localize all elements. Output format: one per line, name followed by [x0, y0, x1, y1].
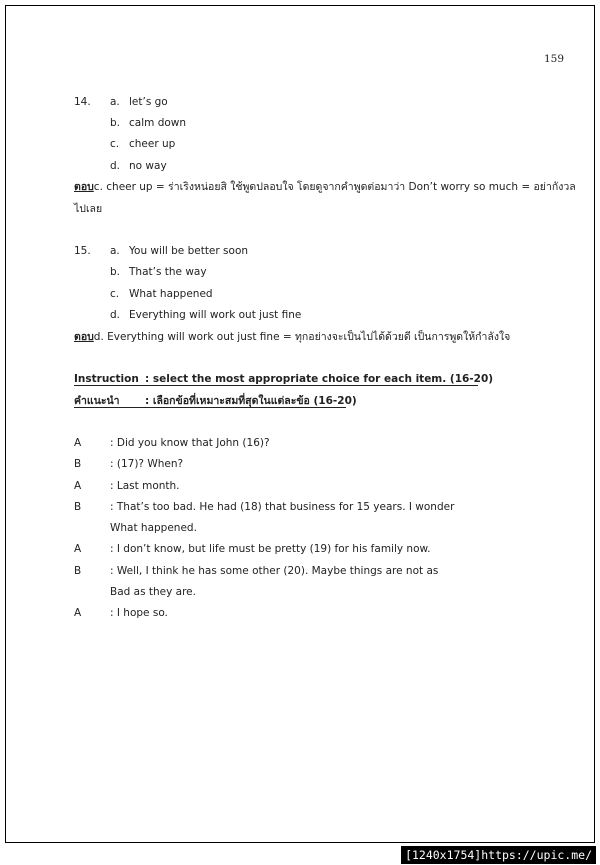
instruction-en-text: : select the most appropriate choice for each item. (16-20) — [145, 373, 494, 385]
dialogue-line: : That’s too bad. He had (18) that business for 15 years. I wonder — [110, 501, 455, 513]
page-number: 159 — [544, 53, 565, 65]
dialogue-line-cont: What happened. — [110, 522, 197, 534]
q15-option-b-letter: b. — [110, 266, 121, 278]
q14-answer-text-cont: ไปเลย — [74, 203, 103, 215]
q15-option-b: That’s the way — [129, 266, 207, 278]
q14-option-c-letter: c. — [110, 138, 120, 150]
dialogue-speaker: A — [74, 437, 82, 449]
instruction-th-text: : เลือกข้อที่เหมาะสมที่สุดในแต่ละข้อ (16-20) — [145, 395, 357, 407]
dialogue-speaker: A — [74, 543, 82, 555]
q14-answer-letter: c. — [93, 181, 103, 193]
q15-answer-label: ตอบ — [74, 331, 94, 343]
q14-option-d-letter: d. — [110, 160, 121, 172]
footer-watermark: [1240x1754]https://upic.me/ — [401, 846, 596, 864]
q14-answer-label: ตอบ — [74, 181, 94, 193]
question-14-number: 14. — [74, 96, 91, 108]
dialogue-speaker: B — [74, 501, 82, 513]
q15-option-c: What happened — [129, 288, 213, 300]
instruction-en-underline — [74, 385, 478, 386]
dialogue-speaker: B — [74, 565, 82, 577]
question-15-number: 15. — [74, 245, 91, 257]
q15-option-d: Everything will work out just fine — [129, 309, 302, 321]
dialogue-line: : I don’t know, but life must be pretty (19) for his family now. — [110, 543, 431, 555]
document-page — [5, 5, 595, 843]
q14-option-b: calm down — [129, 117, 187, 129]
q15-answer — [74, 330, 510, 344]
instruction-en-label: Instruction — [74, 373, 139, 385]
dialogue-line: : (17)? When? — [110, 458, 184, 470]
q15-option-d-letter: d. — [110, 309, 121, 321]
dialogue-line-cont: Bad as they are. — [110, 586, 196, 598]
dialogue-line: : Last month. — [110, 480, 180, 492]
dialogue-line: : Did you know that John (16)? — [110, 437, 270, 449]
dialogue-speaker: A — [74, 480, 82, 492]
q14-option-a-letter: a. — [110, 96, 120, 108]
instruction-th-label: คำแนะนำ — [74, 395, 120, 407]
q14-option-d: no way — [129, 160, 167, 172]
q15-answer-letter: d. — [93, 331, 104, 343]
q15-option-a: You will be better soon — [129, 245, 249, 257]
q15-option-a-letter: a. — [110, 245, 120, 257]
dialogue-speaker: A — [74, 607, 82, 619]
q14-answer — [74, 180, 576, 194]
q14-option-a: let’s go — [129, 96, 168, 108]
q14-answer-text: cheer up = ร่าเริงหน่อยสิ ใช้พูดปลอบใจ โดยดูจากคำพูดต่อมาว่า Don’t worry so much = อย่ากังวล — [106, 181, 576, 193]
q14-option-b-letter: b. — [110, 117, 121, 129]
dialogue-speaker: B — [74, 458, 82, 470]
q15-answer-text: Everything will work out just fine = ทุกอย่างจะเป็นไปได้ด้วยดี เป็นการพูดให้กำลังใจ — [107, 331, 511, 343]
dialogue-line: : I hope so. — [110, 607, 168, 619]
instruction-th-underline — [74, 407, 346, 408]
q14-option-c: cheer up — [129, 138, 176, 150]
dialogue-line: : Well, I think he has some other (20). Maybe things are not as — [110, 565, 439, 577]
q15-option-c-letter: c. — [110, 288, 120, 300]
